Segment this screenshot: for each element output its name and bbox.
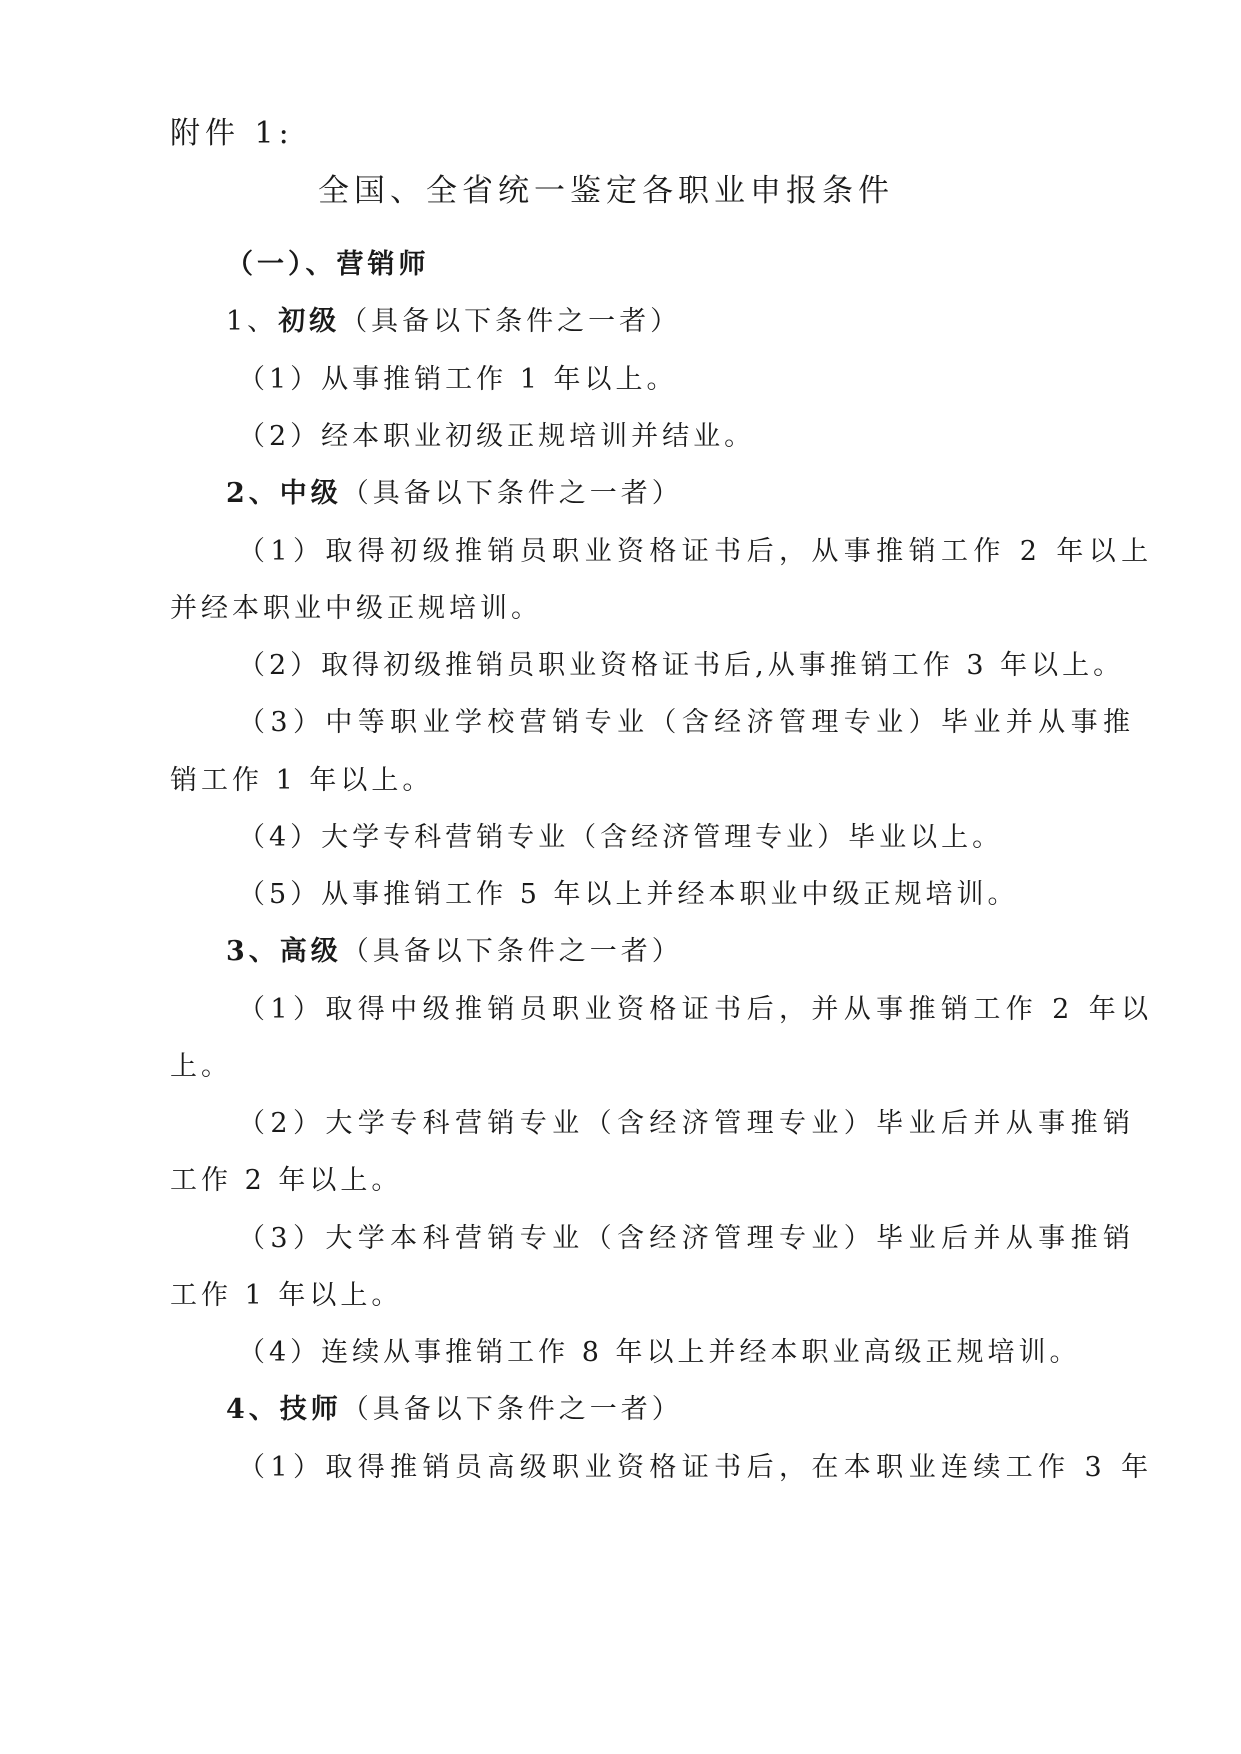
list-item-line: 并经本职业中级正规培训。 [170,593,542,624]
list-item: （5）从事推销工作 5 年以上并经本职业中级正规培训。 [238,879,1019,910]
level-heading [226,934,683,970]
list-item-line: 工作 2 年以上。 [170,1165,403,1196]
list-item-line: （3）大学本科营销专业（含经济管理专业）毕业后并从事推销 [238,1223,1136,1254]
list-item: （2）取得初级推销员职业资格证书后,从事推销工作 3 年以上。 [238,650,1125,681]
list-item-line: （3）中等职业学校营销专业（含经济管理专业）毕业并从事推 [238,707,1136,738]
list-item-line: （1）取得中级推销员职业资格证书后，并从事推销工作 2 年以 [238,994,1154,1025]
list-item: （4）连续从事推销工作 8 年以上并经本职业高级正规培训。 [238,1337,1081,1368]
level-number: 4、 [226,1394,280,1425]
level-name: 中级 [279,478,342,509]
attachment-label: 附件 1: [170,116,294,151]
level-name: 高级 [279,936,342,967]
list-item-line: 工作 1 年以上。 [170,1280,403,1311]
level-condition: （具备以下条件之一者） [341,1394,683,1425]
section-heading: （一）、营销师 [226,249,430,280]
level-number: 3、 [226,936,280,967]
page-title: 全国、全省统一鉴定各职业申报条件 [318,173,894,209]
level-number: 1、 [226,306,279,337]
level-condition: （具备以下条件之一者） [341,936,683,967]
list-item-line: （1）取得初级推销员职业资格证书后，从事推销工作 2 年以上 [238,536,1154,567]
level-number: 2、 [226,478,280,509]
list-item-line: 销工作 1 年以上。 [170,765,434,796]
list-item: （1）从事推销工作 1 年以上。 [238,364,678,395]
list-item: （1）取得推销员高级职业资格证书后，在本职业连续工作 3 年 [238,1452,1154,1483]
level-heading [226,476,683,512]
list-item-line: （2）大学专科营销专业（含经济管理专业）毕业后并从事推销 [238,1108,1136,1139]
list-item: （2）经本职业初级正规培训并结业。 [238,421,756,452]
level-heading [226,1392,683,1428]
level-condition: （具备以下条件之一者） [341,478,683,509]
level-condition: （具备以下条件之一者） [340,306,682,337]
list-item: （4）大学专科营销专业（含经济管理专业）毕业以上。 [238,822,1004,853]
level-name: 技师 [279,1394,342,1425]
list-item-line: 上。 [170,1051,232,1082]
level-name: 初级 [278,306,341,337]
level-heading [226,304,681,340]
